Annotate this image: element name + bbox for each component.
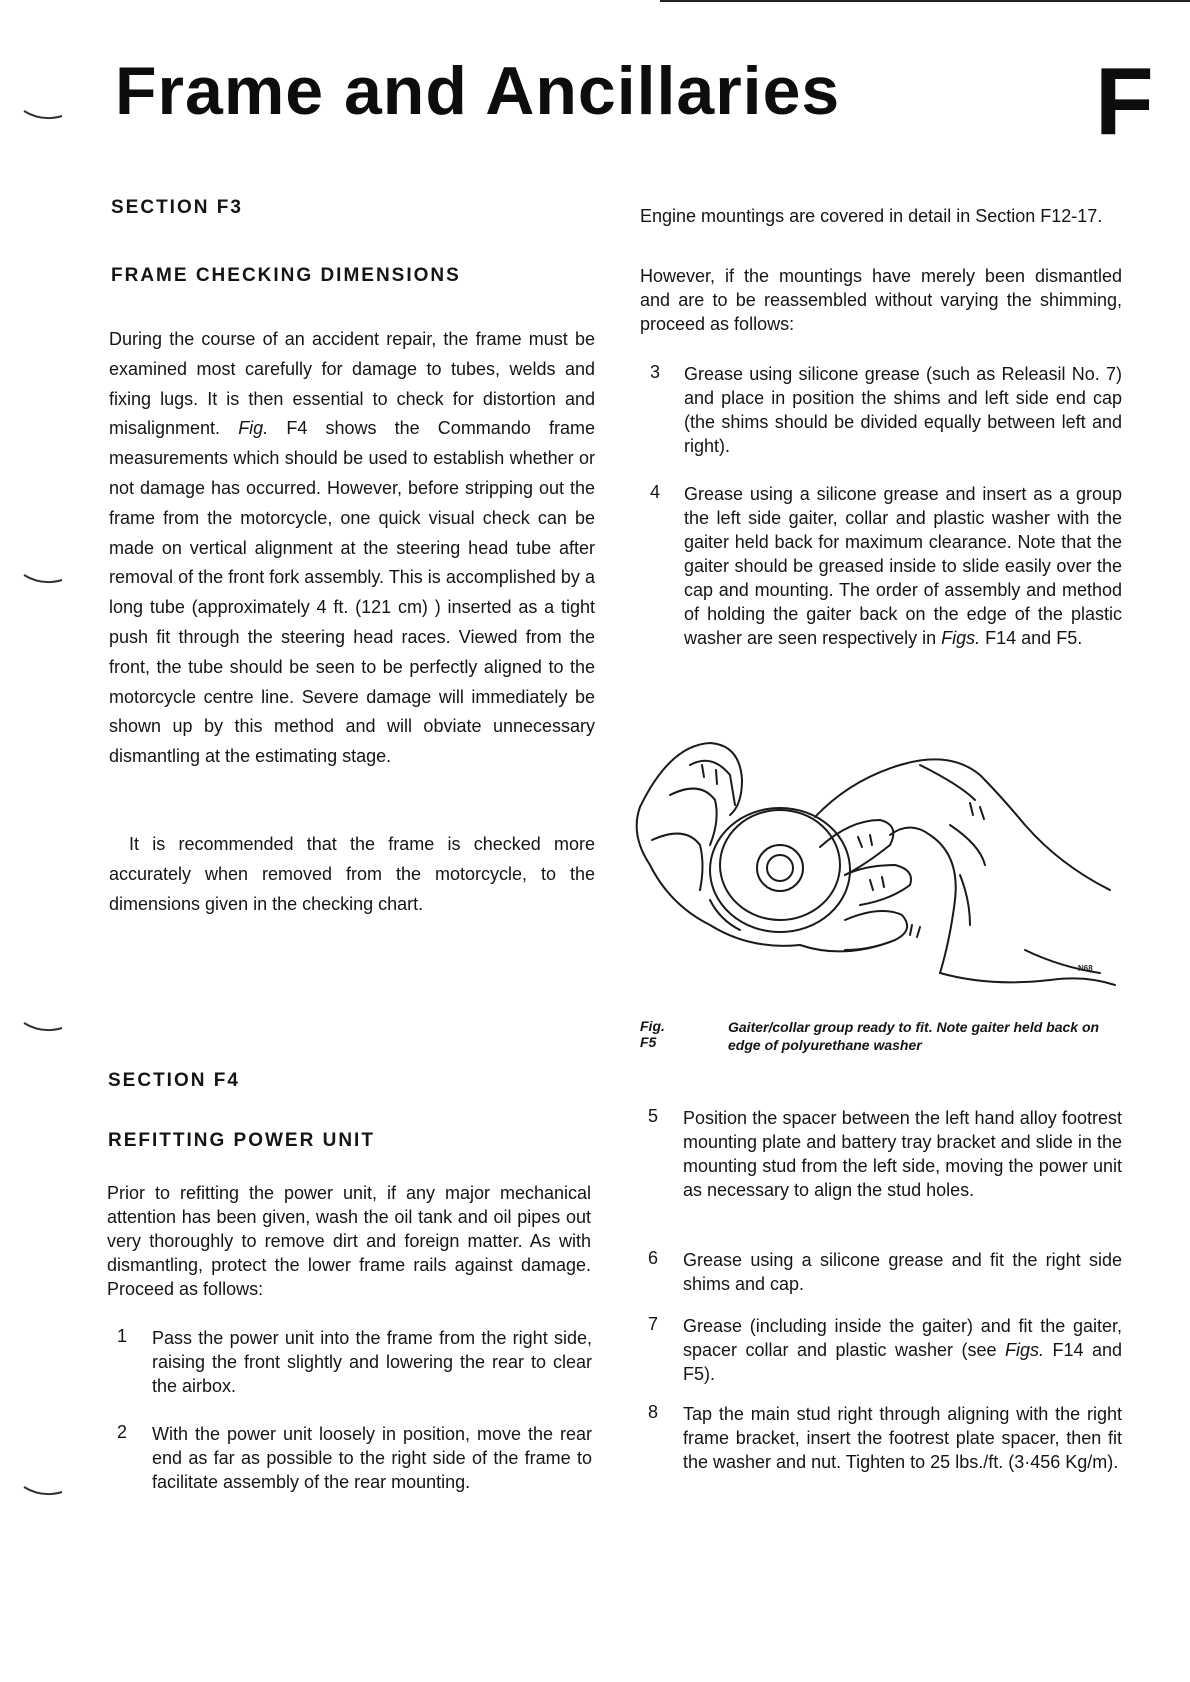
step-text: Pass the power unit into the frame from the right side, raising the front slightly and lowering the rear to clear the airbox. bbox=[152, 1328, 592, 1396]
section-f3-heading-text: FRAME CHECKING DIMENSIONS bbox=[111, 265, 461, 286]
step-4-pre: Grease using a silicone grease and insert as a group the left side gaiter, collar and plastic washer with the gaiter held back for maximum clearance. Note that the gaiter should be greased inside to slide easily over the cap and mounting. The order of assembly and method of holding the gaiter back on the edge of the plastic washer are seen respectively in bbox=[684, 484, 1122, 648]
figure-code: N68 bbox=[1078, 964, 1093, 973]
step-text: Grease using a silicone grease and fit the right side shims and cap. bbox=[683, 1250, 1122, 1294]
right-intro-2 bbox=[640, 264, 1122, 336]
f4-intro bbox=[107, 1181, 591, 1301]
section-letter: F bbox=[1095, 48, 1154, 155]
figure-f5-illustration bbox=[630, 725, 1120, 1000]
step-4-fig: Figs. bbox=[941, 628, 981, 648]
f4-step-1 bbox=[117, 1326, 592, 1398]
f3-p1-pre: During the course of an accident repair, the frame must be examined most carefully for damage to tubes, welds and fixing lugs. It is then essential to check for distortion and misalignment. bbox=[109, 329, 595, 439]
right-step-4 bbox=[650, 482, 1122, 650]
step-7-post: F14 and F5). bbox=[683, 1340, 1122, 1384]
f3-p1-fig: Fig. bbox=[238, 418, 269, 439]
right-intro-1-text: Engine mountings are covered in detail in Section F12-17. bbox=[640, 206, 1103, 226]
step-number: 7 bbox=[648, 1314, 659, 1334]
f3-p1-post: F4 shows the Commando frame measurements which should be used to establish whether or not damage has occurred. However, before stripping out the frame from the motorcycle, one quick visual check can be made on vertical alignment at the steering head tube after removal of the front fork assembly. This is accomplished by a long tube (approximately 4 ft. (121 cm) ) inserted as a tight push fit through the steering head races. Viewed from the front, the tube should be seen to be perfectly aligned to the motorcycle centre line. Severe damage will immediately be shown up by this method and will obviate unnecessary dismantling at the estimating stage. bbox=[109, 418, 595, 767]
right-step-6 bbox=[648, 1248, 1122, 1296]
figure-caption-text: Gaiter/collar group ready to fit. Note gaiter held back on edge of polyurethane washer bbox=[728, 1019, 1100, 1053]
section-f3-text: SECTION F3 bbox=[111, 197, 243, 218]
step-text: Grease using silicone grease (such as Releasil No. 7) and place in position the shims and left side end cap (the shims should be divided equally between left and right). bbox=[684, 364, 1122, 456]
step-number: 5 bbox=[648, 1106, 659, 1126]
step-text bbox=[683, 1314, 1122, 1386]
step-4-post: F14 and F5. bbox=[980, 628, 1083, 648]
step-text bbox=[684, 482, 1122, 650]
step-number: 4 bbox=[650, 482, 661, 502]
section-f4-text: SECTION F4 bbox=[108, 1070, 240, 1091]
f3-paragraph-2-text: It is recommended that the frame is checked more accurately when removed from the motorcycle, to the dimensions given in the checking chart. bbox=[109, 834, 595, 914]
step-number: 6 bbox=[648, 1248, 659, 1268]
top-rule bbox=[660, 0, 1190, 2]
step-text: Position the spacer between the left hand alloy footrest mounting plate and battery tray bracket and slide in the mounting stud from the left side, moving the power unit as necessary to align the stud holes. bbox=[683, 1108, 1122, 1200]
section-f4-label bbox=[108, 1070, 592, 1092]
f4-step-2 bbox=[117, 1422, 592, 1494]
punch-hole-mark bbox=[22, 1484, 64, 1498]
step-7-fig: Figs. bbox=[1004, 1340, 1044, 1360]
section-f4-heading bbox=[108, 1130, 592, 1152]
step-number: 3 bbox=[650, 362, 661, 382]
right-step-3 bbox=[650, 362, 1122, 458]
punch-hole-mark bbox=[22, 108, 64, 122]
punch-hole-mark bbox=[22, 572, 64, 586]
right-step-5 bbox=[648, 1106, 1122, 1202]
right-intro-1 bbox=[640, 204, 1122, 228]
f3-paragraph-1 bbox=[109, 325, 595, 772]
section-f3-heading bbox=[111, 265, 595, 287]
right-intro-2-text: However, if the mountings have merely been dismantled and are to be reassembled without varying the shimming, proceed as follows: bbox=[640, 266, 1122, 334]
step-number: 1 bbox=[117, 1326, 128, 1346]
figure-label: Fig. F5 bbox=[640, 1018, 665, 1050]
step-7-pre: Grease (including inside the gaiter) and fit the gaiter, spacer collar and plastic washer (see bbox=[683, 1316, 1122, 1360]
step-text: Tap the main stud right through aligning with the right frame bracket, insert the footrest plate spacer, then fit the washer and nut. Tighten to 25 lbs./ft. (3·456 Kg/m). bbox=[683, 1404, 1122, 1472]
section-f4-heading-text: REFITTING POWER UNIT bbox=[108, 1130, 375, 1151]
right-step-8 bbox=[648, 1402, 1122, 1474]
step-text: With the power unit loosely in position, move the rear end as far as possible to the right side of the frame to facilitate assembly of the rear mounting. bbox=[152, 1424, 592, 1492]
page-title: Frame and Ancillaries bbox=[115, 53, 841, 129]
section-f3-label bbox=[111, 197, 595, 219]
f3-paragraph-1-text bbox=[109, 325, 595, 772]
step-number: 2 bbox=[117, 1422, 128, 1442]
punch-hole-mark bbox=[22, 1020, 64, 1034]
step-number: 8 bbox=[648, 1402, 659, 1422]
f4-intro-text: Prior to refitting the power unit, if any major mechanical attention has been given, wash the oil tank and oil pipes out very thoroughly to remove dirt and foreign matter. As with dismantling, protect the lower frame rails against damage. Proceed as follows: bbox=[107, 1183, 591, 1299]
right-step-7 bbox=[648, 1314, 1122, 1386]
f3-paragraph-2 bbox=[109, 830, 595, 919]
